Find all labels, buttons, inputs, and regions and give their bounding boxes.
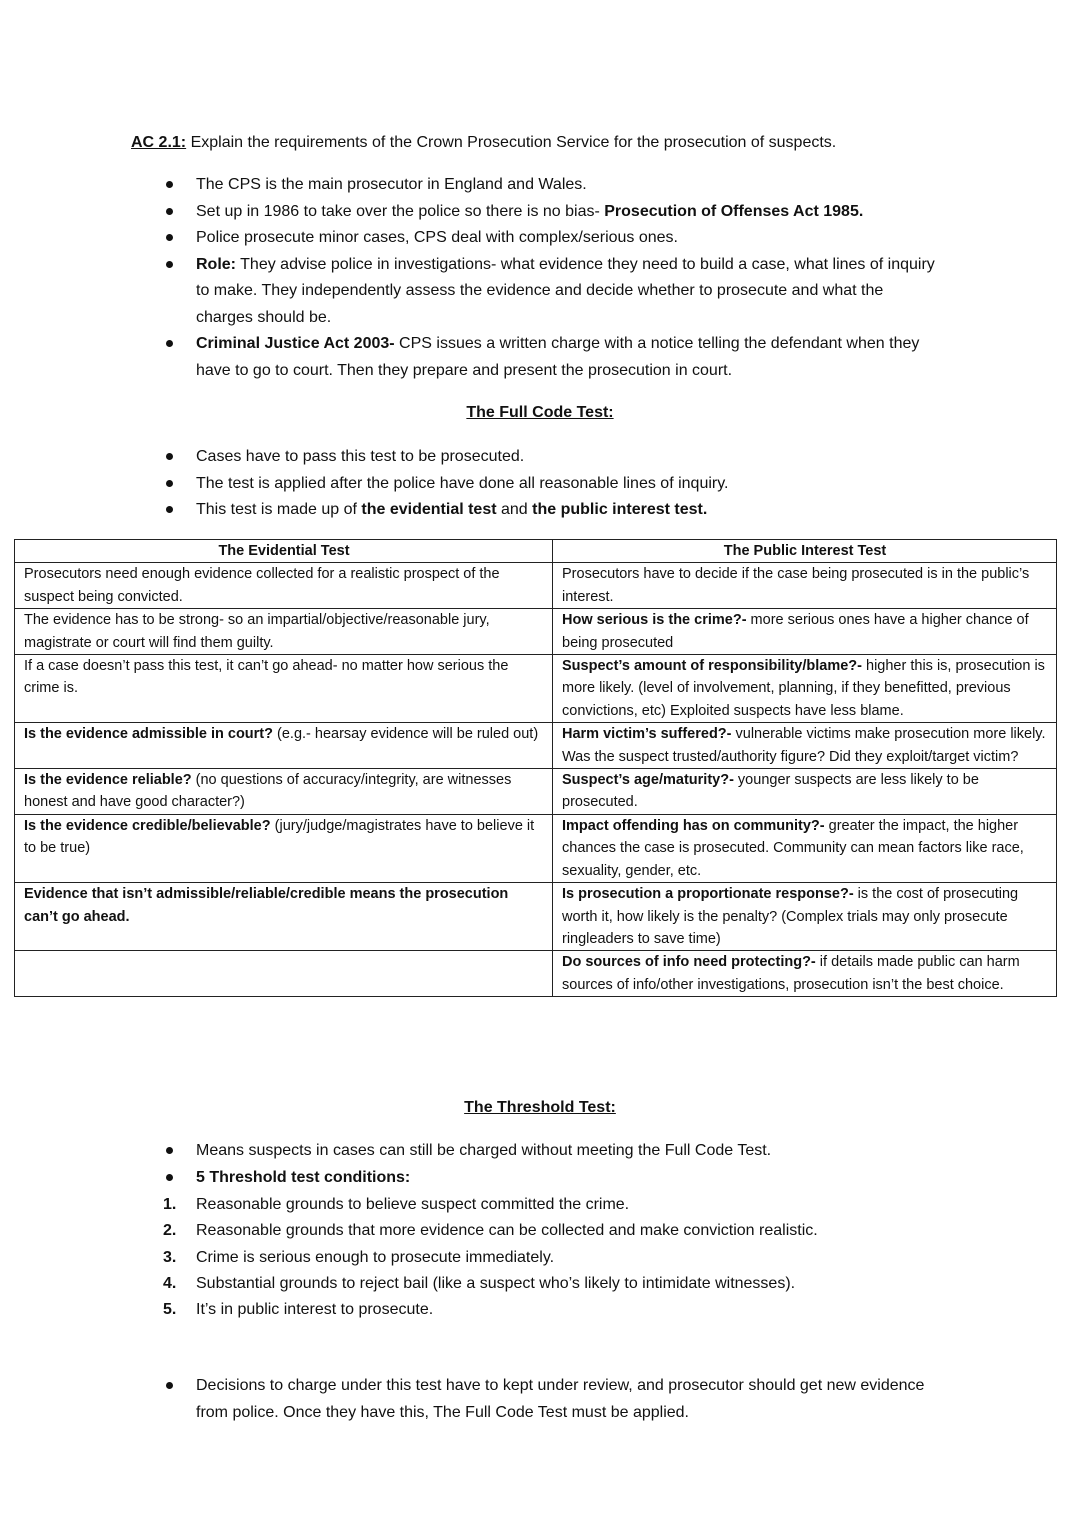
list-item: 4. Substantial grounds to reject bail (like a suspect who’s likely to intimidate witnesses). <box>0 1271 1080 1297</box>
public-interest-test-header: The Public Interest Test <box>553 540 1057 563</box>
list-item: Criminal Justice Act 2003- CPS issues a written charge with a notice telling the defendant when they have to go to court. Then they prepare and present the prosecution in court. <box>0 331 936 384</box>
page-heading <box>131 132 836 154</box>
full-code-bullet-list <box>0 444 1080 524</box>
table-cell: Harm victim’s suffered?- vulnerable victims make prosecution more likely. Was the suspect trusted/authority figure? Did they exploit/target victim? <box>553 723 1057 769</box>
bullet-icon <box>166 1147 173 1154</box>
table-cell: If a case doesn’t pass this test, it can’t go ahead- no matter how serious the crime is. <box>15 655 553 723</box>
table-cell: Evidence that isn’t admissible/reliable/credible means the prosecution can’t go ahead. <box>15 883 553 951</box>
list-item: 5. It’s in public interest to prosecute. <box>0 1297 1080 1323</box>
list-number: 3. <box>163 1248 177 1266</box>
bullet-icon <box>166 181 173 188</box>
table-cell: Prosecutors have to decide if the case being prosecuted is in the public’s interest. <box>553 563 1057 609</box>
list-item: 2. Reasonable grounds that more evidence can be collected and make conviction realistic. <box>0 1218 1080 1244</box>
table-cell: Is the evidence reliable? (no questions of accuracy/integrity, are witnesses honest and have good character?) <box>15 769 553 815</box>
table-cell <box>15 951 553 997</box>
threshold-conditions-list <box>0 1192 1080 1323</box>
table-row <box>15 883 1057 951</box>
table-cell: Impact offending has on community?- greater the impact, the higher chances the case is prosecuted. Community can mean factors like race, sexuality, gender, etc. <box>553 814 1057 882</box>
list-item: 1. Reasonable grounds to believe suspect committed the crime. <box>0 1192 1080 1218</box>
list-item: Means suspects in cases can still be charged without meeting the Full Code Test. <box>0 1138 936 1165</box>
list-item: Set up in 1986 to take over the police so there is no bias- Prosecution of Offenses Act 1985. <box>0 199 936 226</box>
list-number: 1. <box>163 1196 177 1213</box>
bullet-icon <box>166 1174 173 1181</box>
threshold-bullet-list <box>0 1138 1080 1191</box>
evidential-test-header: The Evidential Test <box>15 540 553 563</box>
list-number: 4. <box>163 1274 177 1292</box>
bullet-icon <box>166 340 173 347</box>
bullet-icon <box>166 208 173 215</box>
table-row <box>15 769 1057 815</box>
table-cell: Prosecutors need enough evidence collected for a realistic prospect of the suspect being convicted. <box>15 563 553 609</box>
threshold-test-title: The Threshold Test: <box>464 1099 616 1116</box>
list-item: Police prosecute minor cases, CPS deal with complex/serious ones. <box>0 225 936 252</box>
table-cell: The evidence has to be strong- so an impartial/objective/reasonable jury, magistrate or court will find them guilty. <box>15 609 553 655</box>
table-cell: Is prosecution a proportionate response?- is the cost of prosecuting worth it, how likely is the penalty? (Complex trials may only prosecute ringleaders to save time) <box>553 883 1057 951</box>
list-item: 5 Threshold test conditions: <box>0 1165 936 1192</box>
bullet-icon <box>166 453 173 460</box>
intro-bullet-list <box>0 172 1080 384</box>
table-cell: Is the evidence admissible in court? (e.g.- hearsay evidence will be ruled out) <box>15 723 553 769</box>
list-item: This test is made up of the evidential test and the public interest test. <box>0 497 936 524</box>
heading-text: Explain the requirements of the Crown Prosecution Service for the prosecution of suspects. <box>186 134 837 151</box>
table-cell: How serious is the crime?- more serious ones have a higher chance of being prosecuted <box>553 609 1057 655</box>
table-cell: Is the evidence credible/believable? (jury/judge/magistrates have to believe it to be true) <box>15 814 553 882</box>
table-cell: Suspect’s amount of responsibility/blame?- higher this is, prosecution is more likely. (level of involvement, planning, if they benefitted, previous convictions, etc) Exploited suspects have less blame. <box>553 655 1057 723</box>
table-row <box>15 723 1057 769</box>
list-item: The test is applied after the police have done all reasonable lines of inquiry. <box>0 471 936 498</box>
bullet-icon <box>166 506 173 513</box>
list-item: The CPS is the main prosecutor in England and Wales. <box>0 172 936 199</box>
final-bullet-list <box>0 1373 1080 1426</box>
list-number: 5. <box>163 1301 177 1319</box>
table-row <box>15 951 1057 997</box>
table-row <box>15 655 1057 723</box>
list-number: 2. <box>163 1222 177 1240</box>
table-cell: Suspect’s age/maturity?- younger suspects are less likely to be prosecuted. <box>553 769 1057 815</box>
bullet-icon <box>166 261 173 268</box>
table-row <box>15 814 1057 882</box>
ac-code: AC 2.1: <box>131 134 187 151</box>
list-item: Decisions to charge under this test have to kept under review, and prosecutor should get new evidence from police. Once they have this, The Full Code Test must be applied. <box>0 1373 936 1426</box>
list-item: Cases have to pass this test to be prosecuted. <box>0 444 936 471</box>
bullet-icon <box>166 1382 173 1389</box>
bullet-icon <box>166 480 173 487</box>
evidential-public-interest-table <box>14 539 1057 997</box>
table-header-row <box>15 540 1057 563</box>
bullet-icon <box>166 234 173 241</box>
full-code-test-title: The Full Code Test: <box>466 404 614 421</box>
table-row <box>15 609 1057 655</box>
list-item: Role: They advise police in investigations- what evidence they need to build a case, what lines of inquiry to make. They independently assess the evidence and decide whether to prosecute and what the charges should be. <box>0 252 936 332</box>
table-row <box>15 563 1057 609</box>
table-cell: Do sources of info need protecting?- if details made public can harm sources of info/other investigations, prosecution isn’t the best choice. <box>553 951 1057 997</box>
list-item: 3. Crime is serious enough to prosecute immediately. <box>0 1245 1080 1271</box>
